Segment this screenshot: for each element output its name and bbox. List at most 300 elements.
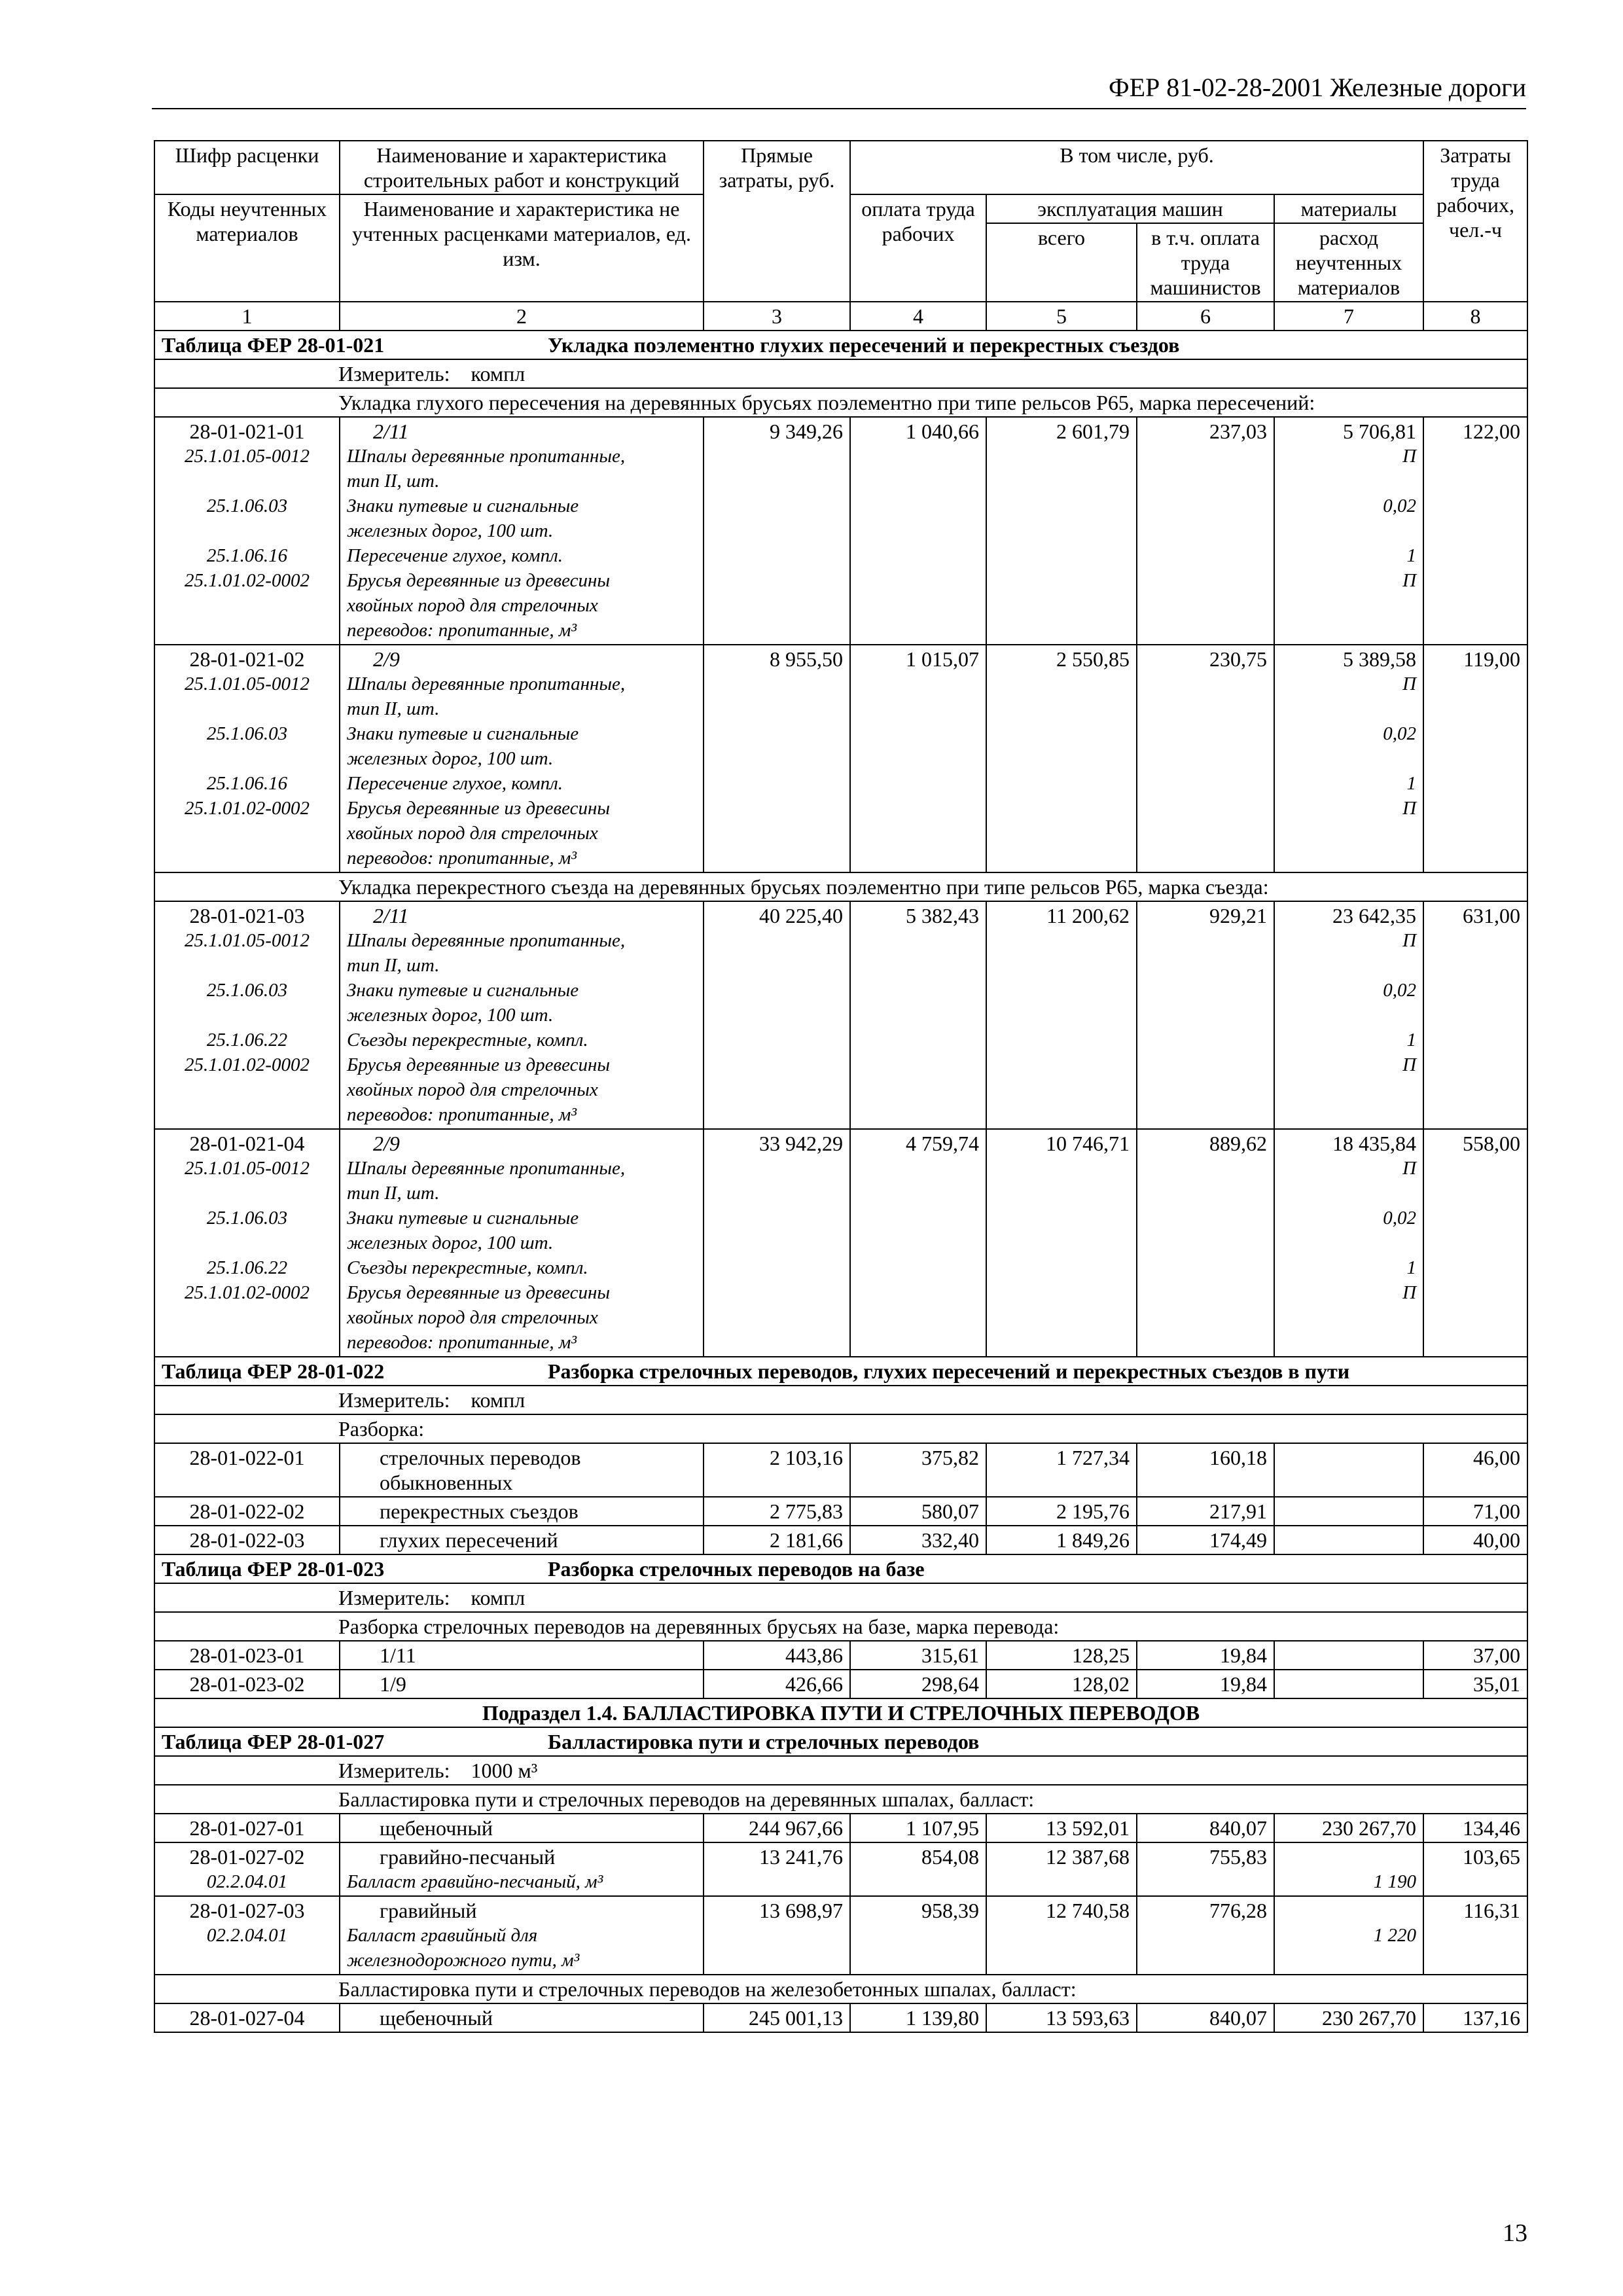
rate-code: 28-01-021-02 bbox=[189, 647, 305, 671]
value-c8 bbox=[1423, 1641, 1527, 1670]
measure-row bbox=[154, 1583, 1527, 1612]
rate-row bbox=[154, 1814, 1527, 1842]
rate-name: глухих пересечений bbox=[380, 1528, 558, 1552]
rate-name: 2/11 bbox=[373, 420, 409, 443]
value-c4 bbox=[850, 1443, 986, 1497]
rate-name-cell bbox=[340, 901, 704, 1129]
cell-value: 18 435,84 bbox=[1332, 1132, 1417, 1155]
cell-value bbox=[1281, 1445, 1416, 1470]
rate-name-cell bbox=[340, 645, 704, 872]
table-name: Разборка стрелочных переводов на базе bbox=[548, 1557, 925, 1581]
cell-value: 840,07 bbox=[1209, 1816, 1267, 1840]
measure-row bbox=[154, 1386, 1527, 1414]
value-c3 bbox=[704, 1497, 850, 1526]
material-name: Съезды перекрестные, компл. bbox=[347, 1257, 588, 1278]
cell-value: 1 107,95 bbox=[906, 1816, 979, 1840]
material-code-spacer bbox=[158, 846, 336, 870]
cell-value: 5 389,58 bbox=[1343, 647, 1417, 671]
material-name: тип II, шт. bbox=[347, 1183, 440, 1204]
rate-code: 28-01-027-02 bbox=[189, 1845, 305, 1869]
value-c7 bbox=[1274, 1842, 1423, 1896]
table-title-row bbox=[154, 1357, 1527, 1386]
table-021-rows-b bbox=[154, 901, 1527, 1357]
rate-code-cell bbox=[154, 1129, 340, 1357]
rate-row bbox=[154, 1896, 1527, 1975]
material-code: 25.1.06.22 bbox=[206, 1030, 288, 1050]
cell-value bbox=[1281, 1844, 1416, 1869]
material-code: 25.1.06.16 bbox=[206, 773, 288, 794]
value-c4 bbox=[850, 645, 986, 872]
value-c5 bbox=[986, 901, 1137, 1129]
value-c7 bbox=[1274, 1443, 1423, 1497]
material-code: 25.1.01.05-0012 bbox=[185, 930, 310, 951]
material-name: переводов: пропитанные, м³ bbox=[347, 848, 577, 869]
column-number: 8 bbox=[1423, 302, 1527, 331]
header-direct-costs: Прямые затраты, руб. bbox=[704, 141, 850, 302]
measure-row bbox=[154, 1756, 1527, 1785]
material-name: хвойных пород для стрелочных bbox=[347, 1079, 598, 1100]
value-c8 bbox=[1423, 1896, 1527, 1975]
column-number: 7 bbox=[1274, 302, 1423, 331]
cell-value: 23 642,35 bbox=[1332, 904, 1417, 927]
cell-value: 2 550,85 bbox=[1056, 647, 1130, 671]
value-c5 bbox=[986, 645, 1137, 872]
column-number: 5 bbox=[986, 302, 1137, 331]
material-name: Пересечение глухое, компл. bbox=[347, 545, 563, 566]
value-c7 bbox=[1274, 1526, 1423, 1554]
rate-code: 28-01-027-01 bbox=[189, 1816, 305, 1840]
material-name: железнодорожного пути, м³ bbox=[347, 1950, 580, 1971]
material-code-spacer bbox=[158, 953, 336, 978]
cell-value: 103,65 bbox=[1463, 1845, 1521, 1869]
value-c5 bbox=[986, 2003, 1137, 2032]
cell-value: 40 225,40 bbox=[759, 904, 843, 927]
cell-value: 19,84 bbox=[1220, 1643, 1267, 1667]
value-c4 bbox=[850, 2003, 986, 2032]
header-material-names: Наименование и характеристика не учтенных расценками материалов, ед. изм. bbox=[340, 194, 704, 302]
cell-value: 40,00 bbox=[1473, 1528, 1521, 1552]
rate-code-cell bbox=[154, 901, 340, 1129]
cell-value: 46,00 bbox=[1473, 1446, 1521, 1469]
rate-name: перекрестных съездов bbox=[380, 1499, 579, 1523]
material-code: 25.1.01.02-0002 bbox=[185, 1282, 310, 1303]
material-name: Шпалы деревянные пропитанные, bbox=[347, 930, 626, 951]
value-c8 bbox=[1423, 1670, 1527, 1698]
value-c4 bbox=[850, 901, 986, 1129]
material-qty: П bbox=[1402, 1054, 1417, 1075]
cell-value: 10 746,71 bbox=[1046, 1132, 1130, 1155]
material-code: 02.2.04.01 bbox=[206, 1925, 288, 1946]
value-c5 bbox=[986, 1497, 1137, 1526]
material-code-spacer bbox=[158, 821, 336, 846]
material-qty: 1 bbox=[1406, 1030, 1417, 1050]
material-name: переводов: пропитанные, м³ bbox=[347, 620, 577, 641]
rate-name: 1/11 bbox=[380, 1643, 416, 1667]
material-code-spacer bbox=[158, 469, 336, 493]
value-c6 bbox=[1137, 417, 1274, 645]
value-c3 bbox=[704, 901, 850, 1129]
rate-name: щебеночный bbox=[380, 2006, 493, 2030]
value-c6 bbox=[1137, 2003, 1274, 2032]
material-name: хвойных пород для стрелочных bbox=[347, 595, 598, 616]
value-c8 bbox=[1423, 645, 1527, 872]
rate-row bbox=[154, 1129, 1527, 1357]
cell-value bbox=[1281, 1672, 1416, 1696]
value-c3 bbox=[704, 1670, 850, 1698]
measure-unit: компл bbox=[471, 1586, 526, 1609]
cell-value: 13 592,01 bbox=[1046, 1816, 1130, 1840]
material-name: железных дорог, 100 шт. bbox=[347, 520, 554, 541]
rate-name-cell bbox=[340, 1670, 704, 1698]
material-qty-spacer bbox=[1281, 469, 1416, 493]
value-c8 bbox=[1423, 1443, 1527, 1497]
material-qty: 1 bbox=[1406, 773, 1417, 794]
rate-code-cell bbox=[154, 1641, 340, 1670]
value-c5 bbox=[986, 1896, 1137, 1975]
header-rate-code: Шифр расценки bbox=[154, 141, 340, 194]
cell-value: 1 040,66 bbox=[906, 420, 979, 443]
cell-value: 19,84 bbox=[1220, 1672, 1267, 1696]
column-number: 3 bbox=[704, 302, 850, 331]
cell-value: 1 727,34 bbox=[1056, 1446, 1130, 1469]
rate-row bbox=[154, 1526, 1527, 1554]
cell-value: 33 942,29 bbox=[759, 1132, 843, 1155]
table-name: Укладка поэлементно глухих пересечений и перекрестных съездов bbox=[548, 333, 1180, 357]
rate-name: 2/9 bbox=[373, 1132, 400, 1155]
value-c8 bbox=[1423, 1526, 1527, 1554]
value-c6 bbox=[1137, 1129, 1274, 1357]
column-number: 2 bbox=[340, 302, 704, 331]
material-name: Шпалы деревянные пропитанные, bbox=[347, 446, 626, 467]
material-name: хвойных пород для стрелочных bbox=[347, 823, 598, 844]
material-qty-spacer bbox=[1281, 1077, 1416, 1102]
rate-name: 2/11 bbox=[373, 904, 409, 927]
measure-unit: 1000 м³ bbox=[471, 1759, 538, 1782]
cell-value: 2 775,83 bbox=[770, 1499, 843, 1523]
rate-code-cell bbox=[154, 1670, 340, 1698]
cell-value: 558,00 bbox=[1463, 1132, 1521, 1155]
material-name: Шпалы деревянные пропитанные, bbox=[347, 673, 626, 694]
material-qty-spacer bbox=[1281, 1181, 1416, 1206]
material-code: 25.1.06.22 bbox=[206, 1257, 288, 1278]
material-name: тип II, шт. bbox=[347, 471, 440, 492]
header-machinist-wages: в т.ч. оплата труда машинистов bbox=[1137, 223, 1274, 302]
rate-code: 28-01-021-04 bbox=[189, 1132, 305, 1155]
cell-value: 122,00 bbox=[1463, 420, 1521, 443]
rate-row bbox=[154, 901, 1527, 1129]
material-code: 25.1.06.03 bbox=[206, 1208, 288, 1229]
cell-value: 5 382,43 bbox=[906, 904, 979, 927]
cell-value: 2 181,66 bbox=[770, 1528, 843, 1552]
cell-value: 230,75 bbox=[1209, 647, 1267, 671]
material-name: Брусья деревянные из древесины bbox=[347, 570, 610, 591]
rate-code: 28-01-022-02 bbox=[189, 1499, 305, 1523]
cell-value: 217,91 bbox=[1209, 1499, 1267, 1523]
cell-value: 116,31 bbox=[1463, 1899, 1521, 1922]
table-name: Разборка стрелочных переводов, глухих пересечений и перекрестных съездов в пути bbox=[548, 1359, 1350, 1383]
value-c5 bbox=[986, 1129, 1137, 1357]
material-code-spacer bbox=[158, 1077, 336, 1102]
cell-value: 174,49 bbox=[1209, 1528, 1267, 1552]
value-c4 bbox=[850, 1842, 986, 1896]
value-c7 bbox=[1274, 417, 1423, 645]
material-qty-spacer bbox=[1281, 593, 1416, 618]
cell-value: 426,66 bbox=[785, 1672, 843, 1696]
document-header: ФЕР 81-02-28-2001 Железные дороги bbox=[152, 72, 1526, 109]
material-code-spacer bbox=[158, 1305, 336, 1330]
rate-code: 28-01-021-03 bbox=[189, 904, 305, 927]
table-027-rows-a bbox=[154, 1814, 1527, 1975]
cell-value: 230 267,70 bbox=[1322, 1816, 1417, 1840]
value-c4 bbox=[850, 1814, 986, 1842]
cell-value: 580,07 bbox=[921, 1499, 979, 1523]
cell-value: 37,00 bbox=[1473, 1643, 1521, 1667]
cell-value: 71,00 bbox=[1473, 1499, 1521, 1523]
rate-name-cell bbox=[340, 1641, 704, 1670]
material-name: переводов: пропитанные, м³ bbox=[347, 1332, 577, 1353]
value-c7 bbox=[1274, 1129, 1423, 1357]
cell-value: 13 593,63 bbox=[1046, 2006, 1130, 2030]
material-name: железных дорог, 100 шт. bbox=[347, 1005, 554, 1026]
cell-value: 119,00 bbox=[1463, 647, 1521, 671]
value-c4 bbox=[850, 417, 986, 645]
value-c4 bbox=[850, 1896, 986, 1975]
column-number: 1 bbox=[154, 302, 340, 331]
rate-name: гравийно-песчаный bbox=[380, 1845, 556, 1869]
material-code-spacer bbox=[158, 593, 336, 618]
rate-code-cell bbox=[154, 2003, 340, 2032]
rate-row bbox=[154, 1497, 1527, 1526]
material-name: Балласт гравийно-песчаный, м³ bbox=[347, 1871, 603, 1892]
value-c4 bbox=[850, 1526, 986, 1554]
cell-value: 375,82 bbox=[921, 1446, 979, 1469]
table-code: Таблица ФЕР 28-01-022 bbox=[162, 1359, 385, 1383]
cell-value: 8 955,50 bbox=[770, 647, 843, 671]
value-c4 bbox=[850, 1497, 986, 1526]
material-qty: 1 bbox=[1406, 1257, 1417, 1278]
rate-name: гравийный bbox=[380, 1899, 477, 1922]
material-qty-spacer bbox=[1281, 518, 1416, 543]
cell-value: 12 740,58 bbox=[1046, 1899, 1130, 1922]
measure-unit: компл bbox=[471, 1388, 526, 1412]
value-c8 bbox=[1423, 1129, 1527, 1357]
material-qty: 1 190 bbox=[1373, 1871, 1417, 1892]
rate-code-cell bbox=[154, 1526, 340, 1554]
material-code: 25.1.01.05-0012 bbox=[185, 1158, 310, 1179]
value-c3 bbox=[704, 1814, 850, 1842]
material-name: тип II, шт. bbox=[347, 698, 440, 719]
rate-code: 28-01-027-04 bbox=[189, 2006, 305, 2030]
rate-name: 1/9 bbox=[380, 1672, 406, 1696]
material-qty-spacer bbox=[1281, 618, 1416, 643]
table-title-row bbox=[154, 331, 1527, 359]
table-name: Балластировка пути и стрелочных переводов bbox=[548, 1730, 980, 1753]
material-code-spacer bbox=[158, 1330, 336, 1355]
cell-value: 137,16 bbox=[1463, 2006, 1521, 2030]
cell-value: 776,28 bbox=[1209, 1899, 1267, 1922]
header-material-codes: Коды неучтенных материалов bbox=[154, 194, 340, 302]
value-c7 bbox=[1274, 645, 1423, 872]
value-c7 bbox=[1274, 1896, 1423, 1975]
group-heading: Укладка перекрестного съезда на деревянных брусьях поэлементно при типе рельсов Р65, марка съезда: bbox=[154, 872, 1527, 901]
rate-code: 28-01-027-03 bbox=[189, 1899, 305, 1922]
value-c5 bbox=[986, 1526, 1137, 1554]
material-code: 25.1.06.16 bbox=[206, 545, 288, 566]
header-materials: материалы bbox=[1274, 194, 1423, 223]
material-name: Знаки путевые и сигнальные bbox=[347, 723, 579, 744]
cell-value: 128,02 bbox=[1072, 1672, 1130, 1696]
header-labor: Затраты труда рабочих, чел.-ч bbox=[1423, 141, 1527, 302]
cell-value: 1 015,07 bbox=[906, 647, 979, 671]
table-023-rows bbox=[154, 1641, 1527, 1698]
measure-label: Измеритель: bbox=[338, 1586, 450, 1609]
material-code-spacer bbox=[158, 1948, 336, 1973]
value-c6 bbox=[1137, 1443, 1274, 1497]
value-c3 bbox=[704, 2003, 850, 2032]
material-code-spacer bbox=[158, 618, 336, 643]
rate-name: обыкновенных bbox=[380, 1471, 513, 1494]
material-qty-spacer bbox=[1281, 746, 1416, 771]
value-c3 bbox=[704, 1842, 850, 1896]
value-c4 bbox=[850, 1641, 986, 1670]
material-code-spacer bbox=[158, 518, 336, 543]
cell-value: 755,83 bbox=[1209, 1845, 1267, 1869]
header-material-consumption: расход неучтенных материалов bbox=[1274, 223, 1423, 302]
material-qty: 0,02 bbox=[1383, 723, 1417, 744]
material-code-spacer bbox=[158, 696, 336, 721]
cell-value bbox=[1281, 1898, 1416, 1923]
material-qty-spacer bbox=[1281, 1330, 1416, 1355]
cell-value: 958,39 bbox=[921, 1899, 979, 1922]
rate-name-cell bbox=[340, 1497, 704, 1526]
measure-row bbox=[154, 359, 1527, 388]
rate-code-cell bbox=[154, 1443, 340, 1497]
rate-name-cell bbox=[340, 1896, 704, 1975]
rate-row bbox=[154, 1443, 1527, 1497]
measure-unit: компл bbox=[471, 362, 526, 386]
value-c8 bbox=[1423, 2003, 1527, 2032]
cell-value: 13 698,97 bbox=[759, 1899, 843, 1922]
value-c3 bbox=[704, 1641, 850, 1670]
header-machines-total: всего bbox=[986, 223, 1137, 302]
value-c5 bbox=[986, 1670, 1137, 1698]
value-c5 bbox=[986, 1814, 1137, 1842]
table-title-row bbox=[154, 1554, 1527, 1583]
value-c7 bbox=[1274, 901, 1423, 1129]
material-qty: П bbox=[1402, 1158, 1417, 1179]
value-c6 bbox=[1137, 1842, 1274, 1896]
material-qty: П bbox=[1402, 1282, 1417, 1303]
value-c3 bbox=[704, 1526, 850, 1554]
rate-row bbox=[154, 417, 1527, 645]
rate-code: 28-01-022-01 bbox=[189, 1446, 305, 1469]
cell-value: 854,08 bbox=[921, 1845, 979, 1869]
material-code: 25.1.01.05-0012 bbox=[185, 673, 310, 694]
material-code: 25.1.06.03 bbox=[206, 495, 288, 516]
material-name: железных дорог, 100 шт. bbox=[347, 1232, 554, 1253]
material-qty-spacer bbox=[1281, 696, 1416, 721]
table-code: Таблица ФЕР 28-01-021 bbox=[162, 333, 385, 357]
cell-value: 245 001,13 bbox=[749, 2006, 843, 2030]
material-code-spacer bbox=[158, 1102, 336, 1127]
page-number: 13 bbox=[1503, 2219, 1527, 2247]
material-qty-spacer bbox=[1281, 1102, 1416, 1127]
value-c7 bbox=[1274, 1497, 1423, 1526]
header-work-name: Наименование и характеристика строительных работ и конструкций bbox=[340, 141, 704, 194]
material-code: 25.1.06.03 bbox=[206, 723, 288, 744]
material-code-spacer bbox=[158, 1003, 336, 1028]
value-c6 bbox=[1137, 1814, 1274, 1842]
material-qty: П bbox=[1402, 570, 1417, 591]
material-name: тип II, шт. bbox=[347, 955, 440, 976]
value-c3 bbox=[704, 1896, 850, 1975]
cell-value: 237,03 bbox=[1209, 420, 1267, 443]
value-c7 bbox=[1274, 2003, 1423, 2032]
column-numbers-row bbox=[154, 302, 1527, 331]
value-c3 bbox=[704, 417, 850, 645]
value-c6 bbox=[1137, 901, 1274, 1129]
group-heading: Разборка: bbox=[154, 1414, 1527, 1443]
material-qty: П bbox=[1402, 446, 1417, 467]
value-c7 bbox=[1274, 1814, 1423, 1842]
rate-row bbox=[154, 1641, 1527, 1670]
rate-code-cell bbox=[154, 1842, 340, 1896]
value-c6 bbox=[1137, 1526, 1274, 1554]
cell-value: 2 195,76 bbox=[1056, 1499, 1130, 1523]
material-name: Шпалы деревянные пропитанные, bbox=[347, 1158, 626, 1179]
material-code-spacer bbox=[158, 1181, 336, 1206]
rate-code-cell bbox=[154, 417, 340, 645]
rate-name: щебеночный bbox=[380, 1816, 493, 1840]
value-c6 bbox=[1137, 645, 1274, 872]
group-heading: Укладка глухого пересечения на деревянных брусьях поэлементно при типе рельсов Р65, марка пересечений: bbox=[154, 388, 1527, 417]
cell-value: 443,86 bbox=[785, 1643, 843, 1667]
material-qty-spacer bbox=[1281, 821, 1416, 846]
rate-row bbox=[154, 1670, 1527, 1698]
header-including: В том числе, руб. bbox=[850, 141, 1423, 194]
cell-value: 4 759,74 bbox=[906, 1132, 979, 1155]
value-c8 bbox=[1423, 417, 1527, 645]
material-qty: 0,02 bbox=[1383, 495, 1417, 516]
table-title-row bbox=[154, 1727, 1527, 1756]
column-number: 6 bbox=[1137, 302, 1274, 331]
material-name: переводов: пропитанные, м³ bbox=[347, 1104, 577, 1125]
header-wages: оплата труда рабочих bbox=[850, 194, 986, 302]
cell-value: 1 849,26 bbox=[1056, 1528, 1130, 1552]
value-c5 bbox=[986, 1641, 1137, 1670]
cell-value: 298,64 bbox=[921, 1672, 979, 1696]
rate-code: 28-01-023-02 bbox=[189, 1672, 305, 1696]
cell-value: 840,07 bbox=[1209, 2006, 1267, 2030]
rate-code-cell bbox=[154, 1814, 340, 1842]
cell-value: 9 349,26 bbox=[770, 420, 843, 443]
rate-code-cell bbox=[154, 645, 340, 872]
material-name: Знаки путевые и сигнальные bbox=[347, 495, 579, 516]
rate-code: 28-01-021-01 bbox=[189, 420, 305, 443]
value-c6 bbox=[1137, 1896, 1274, 1975]
measure-label: Измеритель: bbox=[338, 362, 450, 386]
material-code: 25.1.01.02-0002 bbox=[185, 570, 310, 591]
cell-value: 332,40 bbox=[921, 1528, 979, 1552]
value-c3 bbox=[704, 645, 850, 872]
value-c5 bbox=[986, 1443, 1137, 1497]
material-code: 02.2.04.01 bbox=[206, 1871, 288, 1892]
cell-value: 889,62 bbox=[1209, 1132, 1267, 1155]
value-c8 bbox=[1423, 1842, 1527, 1896]
rate-name-cell bbox=[340, 1129, 704, 1357]
value-c6 bbox=[1137, 1497, 1274, 1526]
material-code: 25.1.01.02-0002 bbox=[185, 1054, 310, 1075]
